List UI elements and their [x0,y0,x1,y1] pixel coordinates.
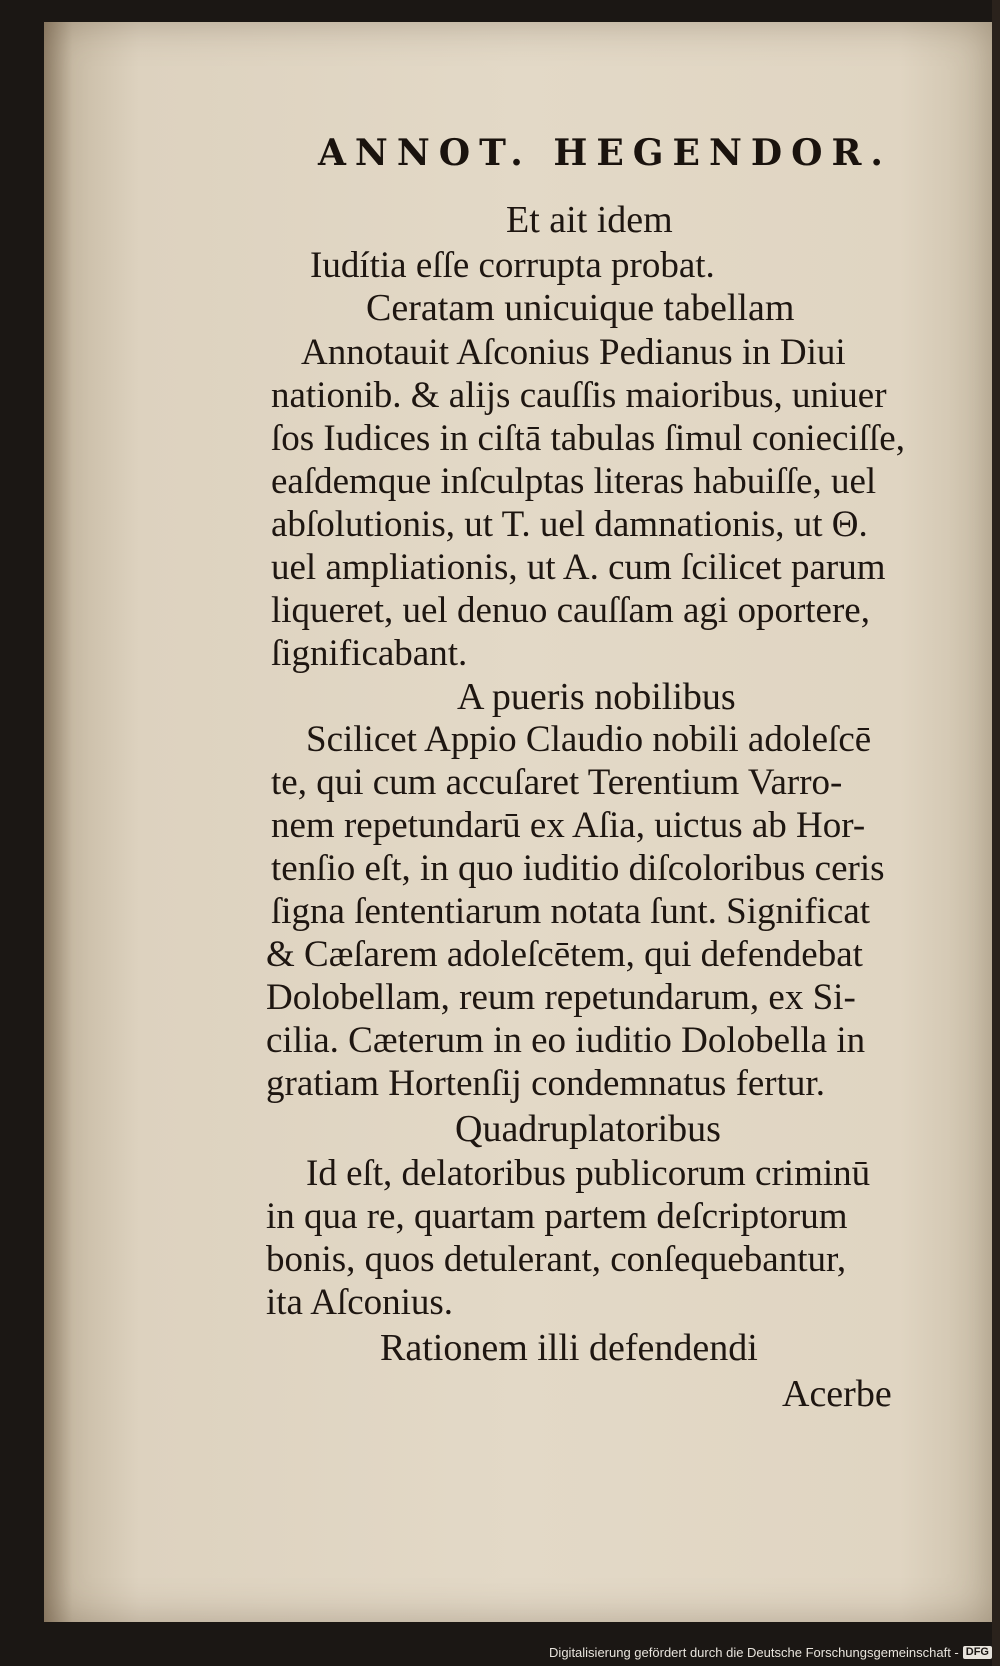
text-line: nem repetundarū ex Aſia, uictus ab Hor- [271,805,866,846]
section-heading: Rationem illi defendendi [380,1327,758,1369]
section-heading: Ceratam unicuique tabellam [366,287,795,329]
text-line: gratiam Hortenſij condemnatus fertur. [266,1063,825,1104]
text-line: ita Aſconius. [266,1282,454,1323]
section-heading: Et ait idem [506,199,673,241]
text-line: liqueret, uel denuo cauſſam agi oportere, [271,590,870,631]
dfg-logo: DFG [963,1646,992,1659]
text-line: bonis, quos detulerant, conſequebantur, [266,1239,847,1280]
section-heading: A pueris nobilibus [457,676,736,718]
footer-credit [549,1645,992,1660]
text-line: Iudítia eſſe corrupta probat. [310,245,715,286]
text-line: nationib. & alijs cauſſis maioribus, uniuer [271,375,887,416]
page-edge [992,0,1000,1666]
text-line: ſos Iudices in ciſtā tabulas ſimul conieciſſe, [271,418,905,459]
text-line: Id eſt, delatoribus publicorum criminū [306,1153,871,1194]
text-line: & Cæſarem adoleſcētem, qui defendebat [266,934,863,975]
text-line: Dolobellam, reum repetundarum, ex Si- [266,977,856,1018]
text-line: abſolutionis, ut T. uel damnationis, ut Θ. [271,504,868,545]
catchword: Acerbe [782,1373,892,1415]
text-line: uel ampliationis, ut A. cum ſcilicet parum [271,547,886,588]
section-heading: Quadruplatoribus [455,1108,721,1150]
text-line: in qua re, quartam partem deſcriptorum [266,1196,848,1237]
running-header: ANNOT. HEGENDOR. [318,132,892,174]
text-line: ſigna ſententiarum notata ſunt. Significat [271,891,871,932]
text-line: tenſio eſt, in quo iuditio diſcoloribus ceris [271,848,885,889]
text-line: cilia. Cæterum in eo iuditio Dolobella in [266,1020,866,1061]
text-line: ſignificabant. [271,633,468,674]
text-line: eaſdemque inſculptas literas habuiſſe, uel [271,461,877,502]
text-line: Scilicet Appio Claudio nobili adoleſcē [306,719,872,760]
text-line: Annotauit Aſconius Pedianus in Diui [301,332,846,373]
text-line: te, qui cum accuſaret Terentium Varro- [271,762,843,803]
footer-text: Digitalisierung gefördert durch die Deutsche Forschungsgemeinschaft - [549,1645,959,1660]
